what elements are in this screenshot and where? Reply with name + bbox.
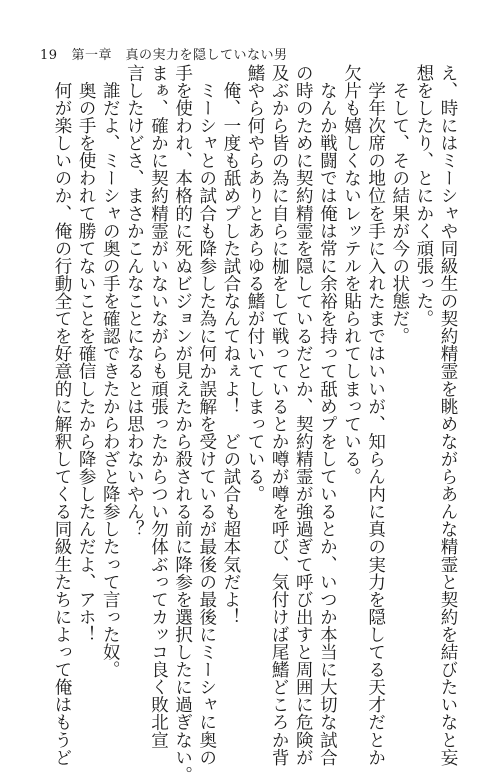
text-line: なんか戦闘では俺は常に余裕を持って舐めプをしているとか、いつか本当に大切な試合	[317, 64, 338, 766]
text-line: 欠片も嬉しくないレッテルを貼られてしまっている。	[341, 64, 362, 486]
running-header	[40, 44, 288, 63]
chapter-title: 第一章 真の実力を隠していない男	[71, 48, 288, 63]
page-number: 19	[40, 48, 58, 63]
text-line: 手を使われ、本格的に死ぬビジョンが見えたから殺される前に降参を選択したに過ぎない。	[172, 64, 193, 784]
text-line: 俺、一度も舐めプした試合なんてねぇよ！ どの試合も超本気だよ！	[220, 64, 241, 626]
text-line: の時のために契約精霊を隠しているだとか、契約精霊が強過ぎて呼び出すと周囲に危険が	[293, 64, 314, 766]
text-line: 奥の手を使われて勝てないことを確信したから降参したんだよ、アホ！	[76, 64, 97, 644]
text-line: 鰭やら何やらありとあらゆる鰭が付いてしまっている。	[245, 64, 265, 503]
text-line: まぁ、確かに契約精霊がいないながらも頑張ったからつい勿体ぶってカッコ良く敗北宣	[148, 64, 169, 749]
text-line: そして、その結果が今の状態だ。	[389, 64, 410, 345]
text-line: 想をしたり、とにかく頑張った。	[413, 64, 434, 328]
text-line: 言したけどさ、まさかこんなことになるとは思わないやん？	[124, 64, 145, 538]
text-line: 何が楽しいのか、俺の行動全てを好意的に解釈してくる同級生たちによって俺はもうど	[52, 64, 72, 766]
text-line: 学年次席の地位を手に入れたまではいいが、知らん内に真の実力を隠してる天才だとか	[365, 64, 386, 766]
text-line: 誰だよ、ミーシャの奥の手を確認できたからわざと降参したって言った奴。	[100, 64, 121, 679]
text-line: ミーシャとの試合も降参した為に何か誤解を受けているが最後の最後にミーシャに奥の	[196, 64, 217, 766]
text-line: 及ぶから皆の為に自らに枷をして戦っているとか噂が噂を呼び、気付けば尾鰭どころか背	[269, 64, 290, 766]
text-line: え、時にはミーシャや同級生の契約精霊を眺めながらあんな精霊と契約を結びたいなと妄	[438, 64, 458, 766]
vertical-text-body	[52, 64, 458, 784]
